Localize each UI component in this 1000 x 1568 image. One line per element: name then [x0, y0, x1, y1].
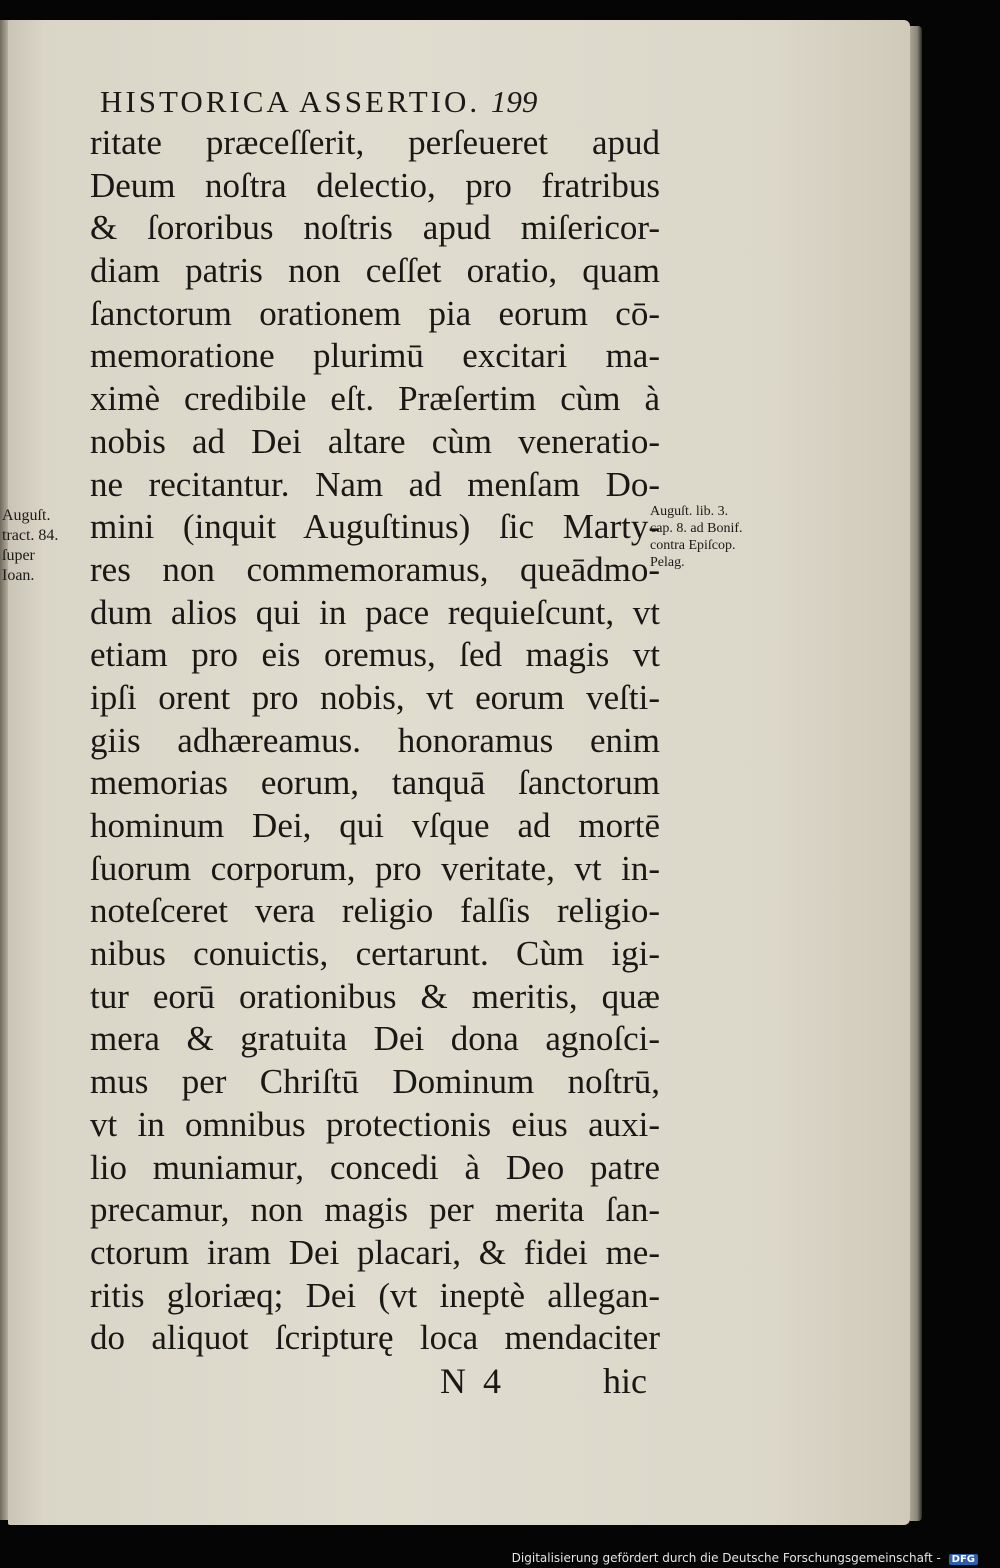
text-line: giis adhæreamus. honoramus enim: [90, 720, 660, 760]
text-line: ſanctorum orationem pia eorum cō-: [90, 293, 660, 333]
text-line: etiam pro eis oremus, ſed magis vt: [90, 635, 660, 675]
text-line: nobis ad Dei altare cùm veneratio-: [90, 421, 660, 461]
text-line: mera & gratuita Dei dona agnoſci-: [90, 1019, 660, 1059]
text-line: mus per Chriſtū Dominum noſtrū,: [90, 1062, 660, 1102]
text-line: noteſceret vera religio falſis religio-: [90, 891, 660, 931]
text-line: diam patris non ceſſet oratio, quam: [90, 251, 660, 291]
text-line: do aliquot ſcripturę loca mendaciter: [90, 1318, 660, 1358]
text-line: nibus conuictis, certarunt. Cùm igi-: [90, 934, 660, 974]
marginal-note-line: Auguſt.: [2, 507, 51, 524]
text-line: precamur, non magis per merita ſan-: [90, 1190, 660, 1230]
marginal-note-line: cap. 8. ad Bonif.: [650, 521, 743, 536]
text-line: ſuorum corporum, pro veritate, vt in-: [90, 848, 660, 888]
text-line: lio muniamur, concedi à Deo patre: [90, 1147, 660, 1187]
text-line: res non commemoramus, queādmo-: [90, 549, 660, 589]
text-line: ritis gloriæq; Dei (vt ineptè allegan-: [90, 1275, 660, 1315]
text-line: memorias eorum, tanquā ſanctorum: [90, 763, 660, 803]
text-line: dum alios qui in pace requieſcunt, vt: [90, 592, 660, 632]
signature-mark: N 4: [440, 1361, 505, 1401]
right-marginal-note: [650, 503, 800, 571]
running-head: [100, 84, 660, 120]
marginal-note-line: tract. 84.: [2, 527, 59, 544]
marginal-note-line: Pelag.: [650, 555, 685, 570]
page-number: 199: [490, 84, 538, 119]
running-head-title: HISTORICA ASSERTIO.: [100, 84, 481, 119]
marginal-note-line: ſuper: [2, 547, 35, 564]
text-line: mini (inquit Auguſtinus) ſic Marty-: [90, 507, 660, 547]
text-line: ximè credibile eſt. Præſertim cùm à: [90, 379, 660, 419]
text-line: hominum Dei, qui vſque ad mortē: [90, 806, 660, 845]
text-line: ne recitantur. Nam ad menſam Do-: [90, 464, 660, 504]
marginal-note-line: contra Epiſcop.: [650, 538, 736, 553]
marginal-note-line: Auguſt. lib. 3.: [650, 504, 729, 519]
text-line: & ſororibus noſtris apud miſericor-: [90, 208, 660, 248]
text-line: ipſi orent pro nobis, vt eorum veſti-: [90, 677, 660, 717]
text-line: vt in omnibus protectionis eius auxi-: [90, 1104, 660, 1144]
text-line: memoratione plurimū excitari ma-: [90, 336, 660, 376]
body-text: [90, 122, 660, 1360]
text-line: tur eorū orationibus & meritis, quæ: [90, 976, 660, 1016]
text-line: ctorum iram Dei placari, & fidei me-: [90, 1232, 660, 1272]
text-line: ritate præceſſerit, perſeueret apud: [90, 123, 660, 162]
catchword: hic: [603, 1361, 647, 1401]
credit-text: Digitalisierung gefördert durch die Deutsche Forschungsgemeinschaft -: [511, 1551, 941, 1565]
page-fore-edge: [910, 26, 922, 1521]
marginal-note-line: Ioan.: [2, 567, 35, 584]
text-line: Deum noſtra delectio, pro fratribus: [90, 165, 660, 205]
left-marginal-note: [2, 506, 82, 586]
digitization-credit: [512, 1551, 978, 1565]
dfg-logo: DFG: [949, 1554, 978, 1565]
